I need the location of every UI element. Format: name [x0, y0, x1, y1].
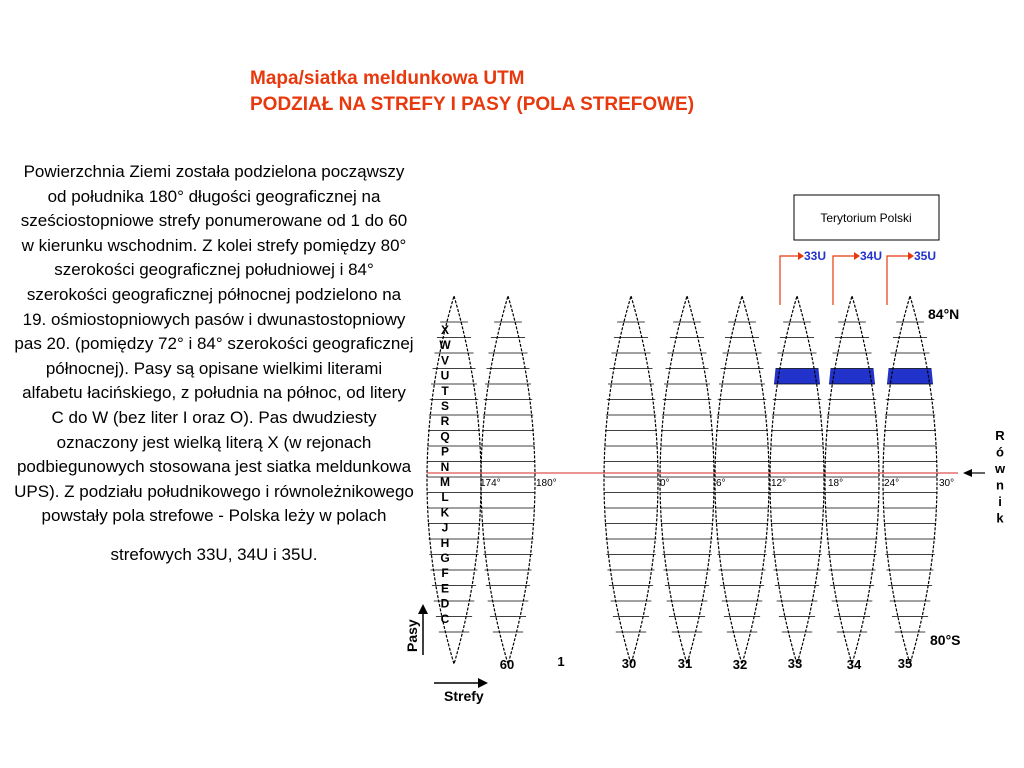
degree-label: 174°: [480, 478, 501, 489]
degree-label: 180°: [536, 478, 557, 489]
pasy-label: Pasy: [404, 619, 420, 652]
zone-label-33U: 33U: [803, 249, 827, 263]
band-letter-E: E: [440, 581, 450, 596]
rownik-arrow-head: [963, 469, 972, 477]
band-letter-L: L: [441, 490, 449, 505]
zone-arrow-35U: [887, 256, 910, 305]
band-letter-W: W: [439, 338, 451, 353]
band-letter-H: H: [440, 535, 450, 550]
strefy-label: Strefy: [444, 688, 484, 704]
band-letter-D: D: [440, 596, 450, 611]
rownik-letter: k: [996, 510, 1004, 526]
band-letter-V: V: [440, 353, 450, 368]
band-letter-N: N: [440, 459, 450, 474]
zone-numbers: [500, 654, 912, 672]
band-letter-J: J: [441, 520, 449, 535]
legend-text: Terytorium Polski: [820, 211, 912, 225]
zone-label-35U: 35U: [913, 249, 937, 263]
zone-number-1: 1: [557, 654, 565, 669]
zone-number-31: 31: [677, 656, 693, 671]
zone-number-60: 60: [499, 657, 515, 672]
poland-zone-labels: [798, 249, 936, 263]
degree-label: 0°: [660, 478, 670, 489]
band-letter-F: F: [441, 566, 449, 581]
band-letter-C: C: [440, 611, 450, 626]
degree-label: 6°: [716, 478, 726, 489]
gore-outline: [427, 296, 481, 664]
rownik-letter: n: [996, 477, 1004, 493]
highlight-band-35U: [887, 369, 933, 385]
pasy-arrow-head: [418, 604, 428, 614]
highlight-band-34U: [829, 369, 875, 385]
band-letter-G: G: [440, 551, 450, 565]
title-line-2: PODZIAŁ NA STREFY I PASY (POLA STREFOWE): [250, 94, 695, 115]
rownik-letter: w: [994, 461, 1006, 476]
band-letter-Q: Q: [440, 429, 450, 444]
gore-outline: [604, 296, 658, 664]
rownik-letter: R: [995, 428, 1005, 443]
degree-label: 18°: [828, 478, 844, 489]
zone-number-33: 33: [787, 656, 803, 671]
strefy-arrow-head: [478, 678, 488, 688]
band-letter-M: M: [440, 475, 450, 489]
band-letter-U: U: [440, 368, 450, 383]
degree-label: 12°: [771, 478, 787, 489]
zone-number-35: 35: [897, 656, 913, 671]
zone-gores: [427, 296, 937, 664]
band-letter-T: T: [441, 383, 449, 398]
band-letter-R: R: [440, 414, 450, 429]
degree-label: 30°: [939, 478, 955, 489]
highlight-band-33U: [774, 369, 820, 385]
zone-gore-60: [427, 296, 481, 664]
title-line-1: Mapa/siatka meldunkowa UTM: [250, 68, 525, 89]
band-letter-S: S: [440, 399, 450, 413]
description-last: strefowych 33U, 34U i 35U.: [110, 544, 318, 564]
poland-zone-arrows: [780, 256, 910, 305]
north-label: 84°N: [928, 306, 960, 322]
band-letter-K: K: [440, 505, 450, 520]
band-letter-X: X: [440, 323, 450, 337]
band-letter-P: P: [440, 444, 450, 459]
zone-label-34U: 34U: [859, 249, 883, 263]
zone-number-32: 32: [732, 657, 748, 672]
zone-number-34: 34: [846, 657, 862, 672]
zone-gore-30: [604, 296, 658, 664]
zone-number-30: 30: [621, 656, 637, 671]
description-main: Powierzchnia Ziemi została podzielona począwszy od południka 180° długości geograficznej na sześciostopniowe strefy ponumerowane od 1 do 60 w kierunku wschodnim. Z kolei strefy pomiędzy 80° szerokości geograficznej południowej i 84° szerokości geograficznej północnej podzielono na 19. ośmiostopniowych pasów i dwunastostopniowy pas 20. (pomiędzy 72° i 84° szerokości geograficznej północnej). Pasy są opisane wielkimi literami alfabetu łacińskiego, z południa na północ, od litery C do W (bez liter I oraz O). Pas dwudziesty oznaczony jest wielką literą X (w rejonach podbiegunowych stosowana jest siatka meldunkowa UPS). Z podziału południkowego i równoleżnikowego powstały pola strefowe - Polska leży w polach: [14, 162, 414, 526]
rownik-letter: i: [998, 494, 1002, 509]
rownik-label: [994, 428, 1006, 526]
degree-label: 24°: [884, 478, 900, 489]
rownik-letter: ó: [996, 444, 1004, 460]
south-label: 80°S: [930, 632, 961, 648]
